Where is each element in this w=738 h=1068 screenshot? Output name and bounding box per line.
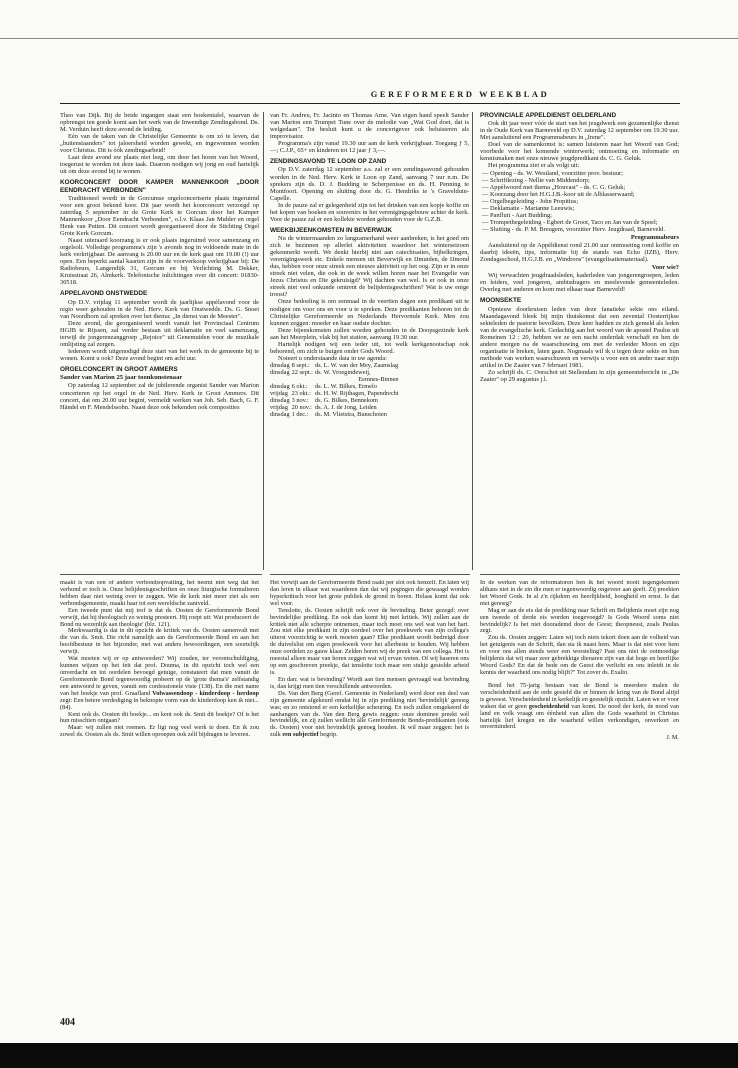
header-rule [60, 103, 680, 104]
list-item: — Appèlwoord met thema „Houvast" - ds. C. G. Geluk; [480, 184, 679, 191]
paragraph: Onze bedoeling is om eenmaal in de veertien dagen een predikant uit te nodigen om voor ons en voor u te spreken. Deze predikanten behoren tot de Christelijke Gereformeerde en Nederlands Hervormde Kerk. Men zou kunnen zeggen: moeder en haar oudste dochter. [270, 298, 469, 327]
paragraph: In de pauze zal er gelegenheid zijn tot het drinken van een kopje koffie en het kopen van boeken en souvenirs in het verenigingsgebouw achter de kerk. Voor de pauze zal er een kollekte worden gehouden voor de G.Z.B. [270, 201, 469, 223]
section-rule-mid [270, 574, 470, 575]
paragraph: van Fr. Andreu, Fr. Jacinto en Thomas Arne. Van eigen hand speelt Sander van Marion een Trumpet Tune over de melodie van „Wat God doet, dat is welgedaan". Tot besluit kunt u de concertgever ook beluisteren als improvisator. [270, 112, 469, 141]
heading-beverwijk: WEEKBIJEENKOMSTEN IN BEVERWIJK [270, 226, 393, 234]
schedule-day: dinsdag [270, 397, 290, 405]
paragraph: Op zaterdag 12 september zal de jubilerende organist Sander van Marion concerteren op het orgel in de Ned. Herv. Kerk te Groot Ammers. Dit concert, dat om 20.00 uur begint, vermeldt werken van Joh. Seb. Bach, G. F. Händel en F. Mendelssohn. Naast deze ook bekenden ook composities [60, 382, 259, 411]
schedule-day: dinsdag [270, 383, 290, 391]
schedule-name: ds. L. W. van der Mey, Zaamslag [314, 361, 399, 369]
schedule-name: ds. H. W. Rijthagen, Papendrecht [314, 390, 399, 398]
schedule-name: ds. W. Vroegindeweij, [314, 368, 371, 376]
list-item: — Panfluit - Aart Budding; [480, 212, 679, 219]
paragraph: In de werken van de reformatoren ben ik het woord nooit tegengekomen althans niet in de zin die men er tegenwoordig ongeveer aan geeft. Zij preekten het Woord Gods. In al z'n rijkdom en heerlijkheid, hoogheid en ernst. Is dat niet genoeg? [480, 580, 679, 607]
paragraph: Nu de wintermaanden zo langzamerhand weer aanbreken, is het goed om zich te bezinnen op allerlei aktiviteiten waardoor het winterseizoen gekenmerkt wordt. We denkt hierbij niet aan catechisaties, bijbelkringen, verenigingswerk etc. Enkele mensen uit Beverwijk en IJmuiden, de IJmond dus, hebben voor onze streek een nieuwe aktiviteit op het oog. Zijn er in onze streek niet velen, die ook in de week willen horen naar het Evangelie van Jezus Christus en Die gekruisigd? Wij dachten van wel. Is er ook in onze streek niet veel onkunde omtrent de belijdenisgeschriften? Wat is uw enige troost? [270, 235, 469, 299]
heading-koorconcert: KOORCONCERT DOOR KAMPER MANNENKOOR „DOOR EENDRACHT VERBONDEN" [60, 179, 259, 194]
paragraph [60, 656, 259, 711]
column-divider-1 [263, 112, 264, 570]
schedule-day: vrijdag [270, 390, 288, 398]
paragraph: Zou ds. Oosten zeggen: Laten wij toch niets tekort doen aan de volheid van het getuigenis van de Schrift, dan sta ik naast hem. Maar is dat niet voor hem en voor ons allen steeds weer een worsteling? Past ons niet de ootmoedige belijdenis dat wij maar zeer gebrekkige dienaren zijn van dat hoge en heerlijke Woord Gods? En dat de bede om de Geest die verlicht en ons inleidt in de kennis der waarheid ons nodig blijft?" Tot zover ds. Exalto. [480, 634, 679, 676]
book-title: Volwassendoop - kinderdoop - herdoop [152, 689, 259, 697]
text: Ds. Van den Berg (Geref. Gemeente in Nederland) werd door een deel van zijn gemeente afgekeurd omdat hij in zijn prediking niet 'bevindelijk' genoeg was; en zo ontstond er een kerkelijke scheuring. En toch zullen omgekeerd de aanhangers van ds. Van den Berg gewis zeggen: onze dominee preekt wél bevindelijk, en zij zullen wellicht alle Gereformeerde Bonds-predikanten (ook ds. Oosten) voor niet bevindelijk genoeg houden. Ik wil maar zeggen: het is zulk [270, 689, 469, 739]
schedule-date: 8 sept.: [291, 361, 310, 369]
paragraph: Programma's zijn vanaf 19.30 uur aan de kerk verkrijgbaar. Toegang ƒ 5,—; C.J.P., 65+ en kinderen tot 12 jaar ƒ 3,—. [270, 140, 469, 155]
list-item: — Schriftlezing - Nellie van Middendorp; [480, 177, 679, 184]
list-item: — Deklamatie - Marianne Leeuwis; [480, 205, 679, 212]
heading-orgelconcert: ORGELCONCERT IN GROOT AMMERS [60, 366, 178, 374]
paragraph: En dan: wat is bevinding? Wordt aan tien mensen gevraagd wat bevinding is, dan krijgt men tien verschillende antwoorden. [270, 675, 469, 690]
paragraph: Tenslotte, ds. Oosten schrijft ook over de bevinding. Beter gezegd: over bevindelijke prediking. En ook dan komt hij met kritiek. Wij zullen aan de kritiek niet alle scherpte ontnemen, maar toch moet ons wel wat van het hart. Zou niet elke predikant in zijn oordeel over het preekwerk van zijn collega's uiterst voorzichtig te werk moeten gaan? Elke predikant wordt bedreigd door de duivelslist om eigen preekwerk voor het allerbeste te houden. Wij hebben onze oordelen zo gauw klaar. Zelden horen wij de preek van een collega. Het is meestal alleen maar van horen zeggen wat wij ervan weten. Of wij baseren ons op een geschreven preekje, dat tenslotte toch maar een stukje gestolde arbeid is. [270, 606, 469, 676]
section-rule-left [60, 574, 262, 575]
schedule-date: 22 sept.: [291, 368, 313, 376]
paragraph: Noteert u onderstaande data in uw agenda: [278, 354, 387, 362]
paragraph: Het verwijt aan de Gereformeerde Bond raakt per slot ook henzelf. En laten wij dan leren in elkaar wat waarderen dan dat wij pogingen die gewaagd worden hyperkritisch voor het grote publiek de grond in boren. Helaas komt dat ook wel voor. [270, 580, 469, 607]
schedule-name: ds. G. Bilkes, Bennekom [314, 397, 378, 405]
schedule-row [270, 376, 401, 383]
text: Bond het 75-jarig bestaan van de Bond is meerdere malen de verscheidenheid aan de orde gesteld die er binnen de kring van de Bond altijd is geweest. Verscheidenheid in kerkelijk en geestelijk opzicht. Laten we er voor waken dat er geen [480, 681, 679, 710]
text: van komt. De nood der kerk, de nood van land en volk vraagt om éénheid van allen die Gods waarheid in Christus hartelijk lief kregen en die waarheid willen verkondigen, onverkort en onverminderd. [480, 702, 679, 731]
emphasis: een subjectief [282, 731, 319, 739]
text: Wat moeten wij er op antwoorden? Wij zouden, ter verontschuldiging, kunnen wijzen op het feit dat prof. Douma, in dit opzicht toch wel een onverdacht en tot oordelen bevoegd getuige, constateert dat men vanuit de Gereformeerde Bond tegenwoordig probeert op de 'grote thema's' zelfstandig een antwoord te geven, vanuit een confessionele visie (138). En die met name van het boekje van prof. Graafland [60, 655, 259, 697]
paragraph: Eén van de taken van de Christelijke Gemeente is om zó te leven, dat „buitenstaanders" tot jaloersheid worden gewekt, en ingewonnen worden voor Christus. Dit is óók zendingsarbeid! [60, 133, 259, 155]
section-rule-right [480, 574, 680, 575]
paragraph: Mag er aan de eis dat de prediking naar Schrift en Belijdenis moet zijn nog een tweede of derde eis worden toegevoegd? Is Gods Woord soms niet bevindelijk? Is het niet doorademd door de Geest; theopneust, zoals Paulus zegt. [480, 606, 679, 635]
schedule-date [292, 376, 315, 383]
schedule-day: vrijdag [270, 404, 288, 412]
top-rule [0, 38, 738, 39]
schedule-name: ds. A. J. de Jong, Leiden [314, 404, 377, 412]
schedule-name: ds. M. Vlietstra, Bunschoten [314, 411, 387, 419]
paragraph: Het programma ziet er als volgt uit: [488, 162, 580, 170]
text: zegt: Een betere verdediging in beknopte vorm van de kinderdoop ken ik niet... (84). [60, 696, 259, 711]
schedule-row [270, 404, 401, 411]
schedule-date: 20 nov.: [291, 404, 312, 412]
schedule-row [270, 397, 401, 404]
schedule-name: ds. L. W. Bilkes, Ermelo [314, 383, 377, 391]
subheading-programmabeurs: Programmabeurs [630, 233, 679, 241]
paragraph: Traditioneel wordt in de Gorcumse orgelconcertserie plaats ingeruimd voor een groot bekend koor. Dit jaar wordt het koorconcert verzorgd op zaterdag 5 september in de Grote Kerk te Gorcum door het Kamper Mannenkoor „Door Eendracht Verbonden", o.l.v. Klaas Jan Mulder en orgel Henk van Putten. Dit concert wordt georganiseerd door de Stichting Orgel Grote Kerk Gorcum. [60, 194, 259, 238]
paragraph: Op D.V. zaterdag 12 september a.s. zal er een zendingsavond gehouden worden in de Ned. Herv. Kerk te Loon op Zand, aanvang 7 uur n.m. De sprekers zijn ds. D. J. Budding te Scherpenisse en ds. H. Penning te Montfoort. Opening en sluiting door ds. G. Hendriks te 's Gravelduin-Capelle. [270, 166, 469, 202]
paragraph: Hartelijk nodigen wij een ieder uit, tot welk kerkgenootschap ook behorend, om zich te buigen onder Gods Woord. [270, 340, 469, 355]
paragraph: Doel van de samenkomst is: samen luisteren naar het Woord van God; voorbede voor het komende winterwerk; ontmoeting en informatie en kennismaken met onze nieuwe jeugdpredikant ds. C. G. Geluk. [480, 141, 679, 163]
paragraph: Naast uiteraard koorzang is er ook plaats ingeruimd voor samenzang en orgelsoli. Volledige programma's zijn 's avonds nog in voldoende mate in de kerk verkrijgbaar. De aanvang is 20.00 uur en de kerk gaat om 19.00 (!) uur open. Een beperkt aantal kaarten zijn in de voorverkoop verkrijgbaar bij: De Radiobeurs, Langendijk 31, Gorcum en bij Verlichting M. Dekker, Kruisstraat 26, Almkerk. Telefonische inlichtingen over dit concert: 01830-30518. [60, 237, 259, 287]
schedule-name: Eemnes-Binnen [358, 376, 399, 383]
schedule-row [270, 369, 401, 376]
schedule-date: 6 okt.: [291, 383, 308, 391]
emphasis: gescheidenheid [528, 702, 570, 710]
schedule-row [270, 383, 401, 390]
bottom-column-2 [270, 580, 469, 1010]
program-list [480, 170, 679, 233]
paragraph: Deze bijeenkomsten zullen worden gehouden in de Doopsgezinde kerk aan het Meerplein, vlak bij het station, aanvang 19.30 uur. [270, 326, 469, 341]
paragraph: Opnieuw doorkruisen leden van deze fanatieke sekte ons eiland. Maandagavond bleek bij mijn thuiskomst dat een zevental Oosterrijkse sekteleden de pastorie bevolkten. Deze keer hadden ze zich gemeld als leden van de evangelische kerk. Gedachtig aan het woord van de apostel Paulus uit Romeinen 12 : 20, hebben we ze een nacht onderdak verschaft en hen de andere morgen na de waarschuwing om met de verleider Moon en zijn organisatie te breken, laten gaan. Nogmaals wil ik u tegen deze sekte en hun methode van werken waarschuwen en verwijs u voor een en ander naar mijn artikel in De Zaaier van 7 februari 1981. [480, 305, 679, 369]
column-1 [60, 112, 259, 572]
schedule-date: 3 nov.: [291, 397, 309, 405]
list-item: — Sluiting - ds. P. M. Breugem, voorzitter Herv. Jeugdraad, Barneveld. [480, 226, 679, 233]
schedule-row [270, 362, 401, 369]
schedule-date: 23 okt.: [291, 390, 311, 398]
paragraph: Maar: wij zullen niet roemen. Er ligt nog veel werk te doen. En ik zou zowel ds. Oosten als ds. Smit willen oproepen ook zélf bijdragen te leveren. [60, 724, 259, 739]
paragraph: Aansluitend op de Appèldienst rond 21.00 uur ontmoeting rond koffie en daarbij ideeën, tips, informatie bij de stands van Echo (IZB), Herv. Zondagsschool, H.G.J.B. en „Windroos" (evangelisatiemateriaal). [480, 242, 679, 264]
schedule-day [270, 376, 292, 383]
schedule-table [270, 362, 401, 418]
schedule-date: 1 dec.: [291, 411, 309, 419]
paragraph: Wij verwachten jeugdraadsleden, kaderleden van jongerengroepen, leden en leiders, veel jongeren, ambtsdragers en meelevende gemeenteleden. Overleg met anderen en kom met elkaar naar Barneveld! [480, 272, 679, 294]
heading-zendingsavond: ZENDINGSAVOND TE LOON OP ZAND [270, 158, 387, 166]
text: begrip. [318, 731, 338, 739]
paragraph: Iedereen wordt uitgenodigd deze start van het werk in de gemeente bij te wonen. Komt u ook? Deze avond begint om acht uur. [60, 347, 259, 363]
paragraph: Deze avond, die georganiseerd wordt vanuit het Provinciaal Centrum HGJB te Rijssen, zal verder bestaan uit deklamatie en veel samenzang, terwijl de jongerenzanggroep „Rejoice" uit Genemuiden voor de muzikale omlijsting zal zorgen. [60, 319, 259, 348]
paragraph: maakt is van een of andere verbondsopvatting, het neemt niet weg dat het verbond er toch is. Onze belijdenisgeschriften en onze liturgische formulieren hebben daar niet weinig over te zeggen. Wie de kerk niet meer ziet als een verbondsgemeente, maakt haar tot een wereldsche zaniveld. [60, 580, 259, 607]
column-2 [270, 112, 469, 572]
paragraph: Laat deze avond uw plaats niet leeg, om door het horen van het Woord, toegerust te worden tot deze taak. Daarom nodigen wij jong en oud hartelijk uit om deze avond bij te wonen. [60, 154, 259, 176]
list-item: — Koorzang door het H.G.J.B.-koor uit de Alblasserwaard; [480, 191, 679, 198]
schedule-day: dinsdag [270, 368, 290, 376]
paragraph: Ook dit jaar weer vóór de start van het jeugdwerk een gezamenlijke dienst in de Oude Kerk van Barneveld op D.V. zaterdag 12 september om 19.30 uur. Met aansluitend een Programmabeurs in „Irene". [480, 120, 679, 142]
page-header: GEREFORMEERD WEEKBLAD [370, 90, 550, 99]
bottom-column-1 [60, 580, 259, 1010]
list-item: — Orgelbegeleiding - John Propitius; [480, 198, 679, 205]
heading-gelderland: PROVINCIALE APPÈLDIENST GELDERLAND [480, 112, 617, 119]
paragraph: Zo schrijft ds. C. Oorschot uit Stellendam in zijn gemeentebericht in „De Zaaier" op 29 augustus j.l. [480, 368, 679, 383]
list-item: — Opening - ds. W. Westland, voorzitter prov. bestuur; [480, 170, 679, 177]
heading-moonsekte: MOONSEKTE [480, 297, 522, 305]
schedule-day: dinsdag [270, 411, 290, 419]
page-number: 404 [60, 1017, 75, 1028]
column-divider-2 [472, 112, 473, 570]
heading-appelavond: APPELAVOND ONSTWEDDE [60, 290, 148, 298]
schedule-row [270, 411, 401, 418]
schedule-day: dinsdag [270, 361, 290, 369]
subheading-voor-wie: Voor wie? [651, 264, 679, 272]
paragraph: Merkwaardig is dat in dit opzicht de kritiek van ds. Oosten samenvalt met die van ds. Smit. Die richt namelijk aan de Gereformeerde Bond en aan het hoofdbestuur in het bijzonder, met wat anders bewoordingen, een soortelijk verwijt. [60, 627, 259, 656]
paragraph: Kent ook ds. Oosten dit boekje... en kent ook ds. Smit dit boekje? Of is het hun misschien ontgaan? [60, 710, 259, 725]
signature: J. M. [666, 734, 679, 742]
paragraph: Theo van Dijk. Bij de beide ingangen staat een boekentafel, waarvan de opbrengst ten goede komt aan het werk van de Inwendige Zendingsbond. Ds. M. Verduin heeft deze avond de leiding. [60, 112, 259, 134]
paragraph [270, 691, 469, 739]
bottom-column-3 [480, 580, 679, 1010]
paragraph: Op D.V. vrijdag 11 september wordt de jaarlijkse appèlavond voor de regio weer gehouden in de Ned. Herv. Kerk van Onstwedde. Ds. G. Snoei van Noordhorn zal spreken over het thema: „In dienst van de Meester". [60, 298, 259, 320]
paragraph: Een tweede punt dat mij trof is dat ds. Oosten de Gereformeerde Bond verwijt, dat hij theologisch zo weinig presteert. Hij roept uit: Wat produceert de Bond nu wezenlijk aan theologie' (blz. 121). [60, 606, 259, 628]
list-item: — Trompetbegeleiding - Egbert de Groot, Taco en Jan van de Spoel; [480, 219, 679, 226]
column-3 [480, 112, 679, 572]
scan-edge-bar [0, 1043, 738, 1068]
paragraph [480, 683, 679, 731]
schedule-row [270, 390, 401, 397]
subheading-orgelconcert: Sander van Marion 25 jaar toonkunstenaar [60, 374, 183, 382]
